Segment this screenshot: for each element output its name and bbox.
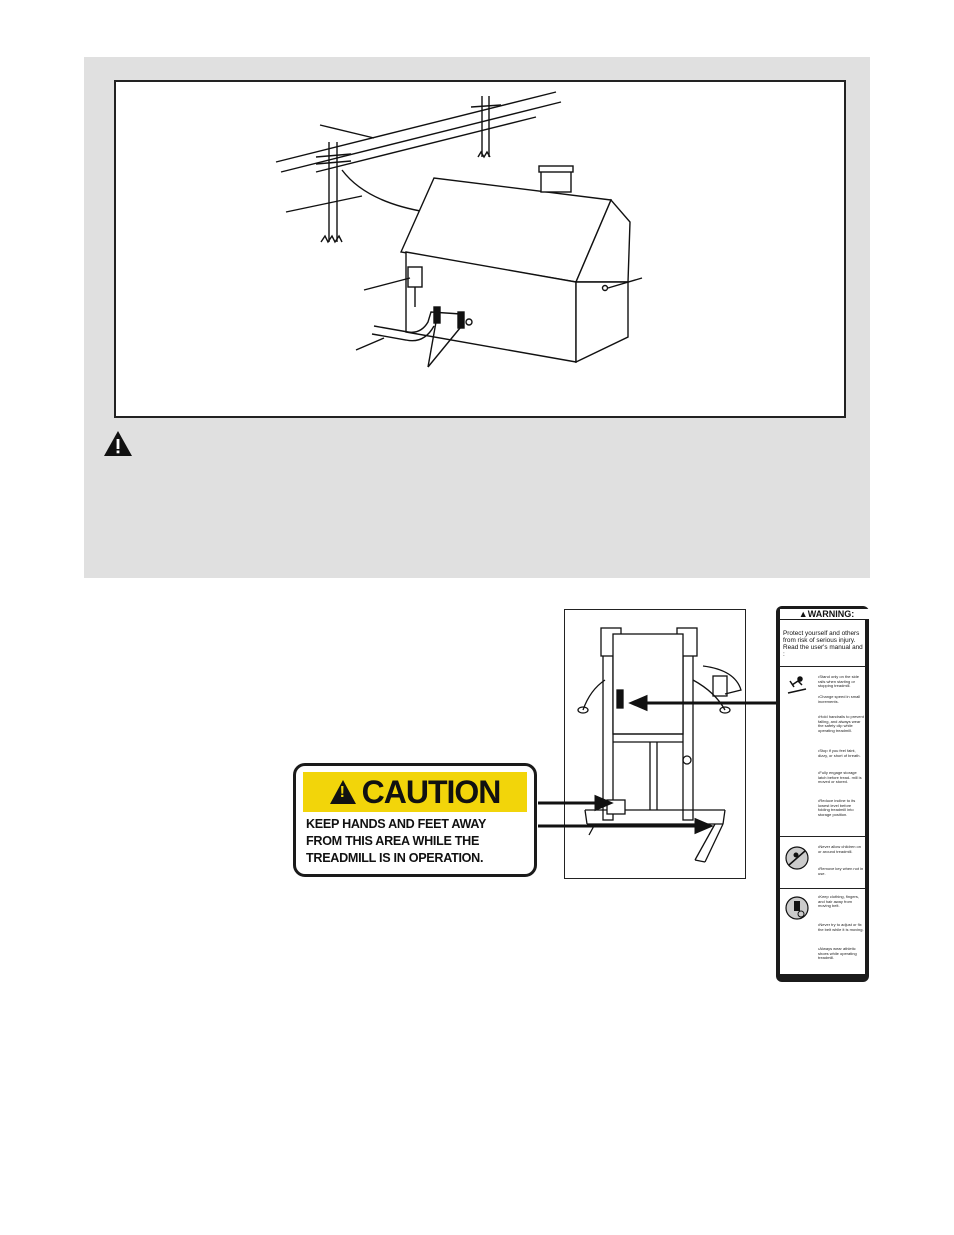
- warning-section-2: [780, 836, 865, 876]
- house-illustration: [116, 82, 844, 416]
- warning-item: •Never try to adjust or fix the belt while it is moving.: [818, 922, 864, 932]
- warning-item: •Change speed in small increments.: [818, 694, 861, 704]
- caution-line-2: FROM THIS AREA WHILE THE: [306, 834, 480, 848]
- warning-item: •Remove key when not in use.: [818, 866, 864, 876]
- house-grounding-figure: [114, 80, 846, 418]
- warning-title: ▲WARNING:: [780, 609, 873, 619]
- caution-triangle-icon: !: [330, 780, 356, 804]
- warning-item: •Hold handrails to prevent falling, and always wear the safety clip while operating treadmill.: [818, 714, 864, 733]
- warning-triangle-icon: [103, 430, 133, 458]
- warning-label: [776, 606, 869, 982]
- moving-belt-icon: [784, 895, 810, 921]
- warning-item: •Always wear athletic shoes while operating treadmill.: [818, 946, 857, 961]
- warning-label-content: [780, 609, 865, 974]
- caution-message: [306, 816, 532, 867]
- warning-intro: Protect yourself and others from risk of serious injury. Read the user's manual and :: [783, 630, 863, 658]
- caution-header: [303, 772, 527, 812]
- treadmill-illustration: [564, 609, 746, 879]
- warning-item: •Fully engage storage latch before tread- mill is moved or stored.: [818, 770, 862, 785]
- warning-item: •Reduce incline to its lowest level before folding treadmill into storage position.: [818, 798, 856, 817]
- caution-line-1: KEEP HANDS AND FEET AWAY: [306, 817, 487, 831]
- caution-line-3: TREADMILL IS IN OPERATION.: [306, 851, 484, 865]
- treadmill-drawing: [565, 610, 745, 878]
- no-children-icon: [784, 845, 810, 871]
- caution-label: [293, 763, 537, 877]
- warning-item: •Stand only on the side rails when starting or stopping treadmill.: [818, 674, 859, 689]
- caution-title: CAUTION: [361, 773, 501, 810]
- warning-item: •Keep clothing, fingers, and hair away from moving belt.: [818, 894, 859, 909]
- warning-item: •Never allow children on or around treadmill.: [818, 844, 861, 854]
- warning-section-1: [780, 666, 865, 817]
- fall-hazard-icon: [784, 673, 810, 699]
- warning-item: •Stop if you feel faint, dizzy, or short of breath.: [818, 748, 861, 758]
- warning-section-3: [780, 888, 865, 961]
